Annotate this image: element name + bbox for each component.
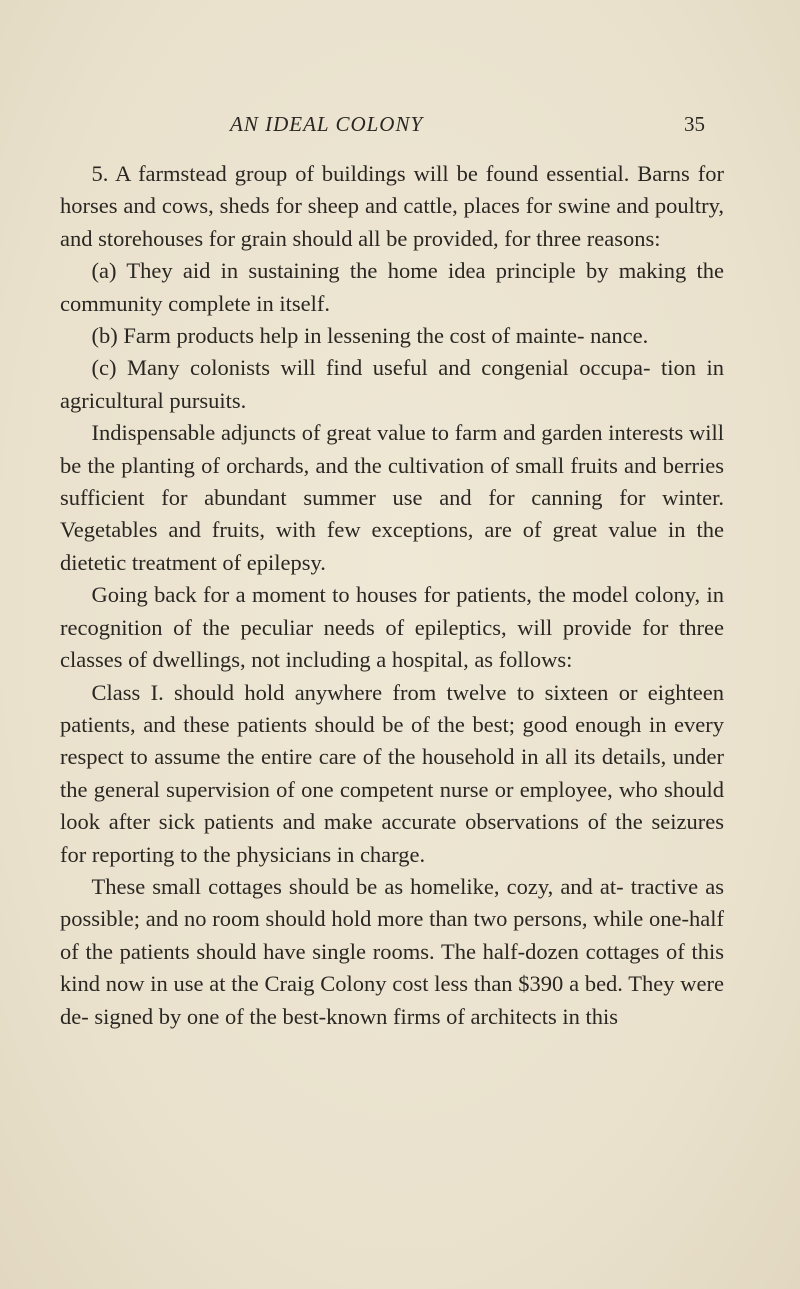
paragraph-farmstead: 5. A farmstead group of buildings will be found essential. Barns for horses and cows, sheds for sheep and cattle, places for swine and poultry, and storehouses for grain should all be provided, for three reasons: [60,161,724,251]
running-head [0,112,800,142]
paragraph-reason-c: (c) Many colonists will find useful and congenial occupa- tion in agricultural pursuits. [60,355,724,413]
paragraph-houses: Going back for a moment to houses for patients, the model colony, in recognition of the peculiar needs of epileptics, will provide for three classes of dwellings, not including a hospital, as follows: [60,582,724,673]
paragraph-adjuncts: Indispensable adjuncts of great value to farm and garden interests will be the planting of orchards, and the cultivation of small fruits and berries sufficient for abundant summer use and for canning for winter. Vegetables and fruits, with few exceptions, are of great value in the dietetic treatment of epilepsy. [60,420,724,575]
body-text [60,158,724,1033]
paragraph-cottages: These small cottages should be as homelike, cozy, and at- tractive as possible; and no room should hold more than two persons, while one-half of the patients should have single rooms. The half-dozen cottages of this kind now in use at the Craig Colony cost less than $390 a bed. They were de- signed by one of the best-known firms of architects in this [60,873,724,1029]
paragraph-reason-b: (b) Farm products help in lessening the cost of mainte- nance. [91,323,649,349]
paragraph-reason-a: (a) They aid in sustaining the home idea principle by making the community complete in itself. [60,258,724,316]
paragraph-class-one: Class I. should hold anywhere from twelve to sixteen or eighteen patients, and these patients should be of the best; good enough in every respect to assume the entire care of the household in all its details, under the general supervision of one competent nurse or employee, who should look after sick patients and make accurate observations of the seizures for reporting to the physicians in charge. [60,679,724,867]
running-head-title: AN IDEAL COLONY [230,112,424,136]
page-number: 35 [684,112,705,136]
